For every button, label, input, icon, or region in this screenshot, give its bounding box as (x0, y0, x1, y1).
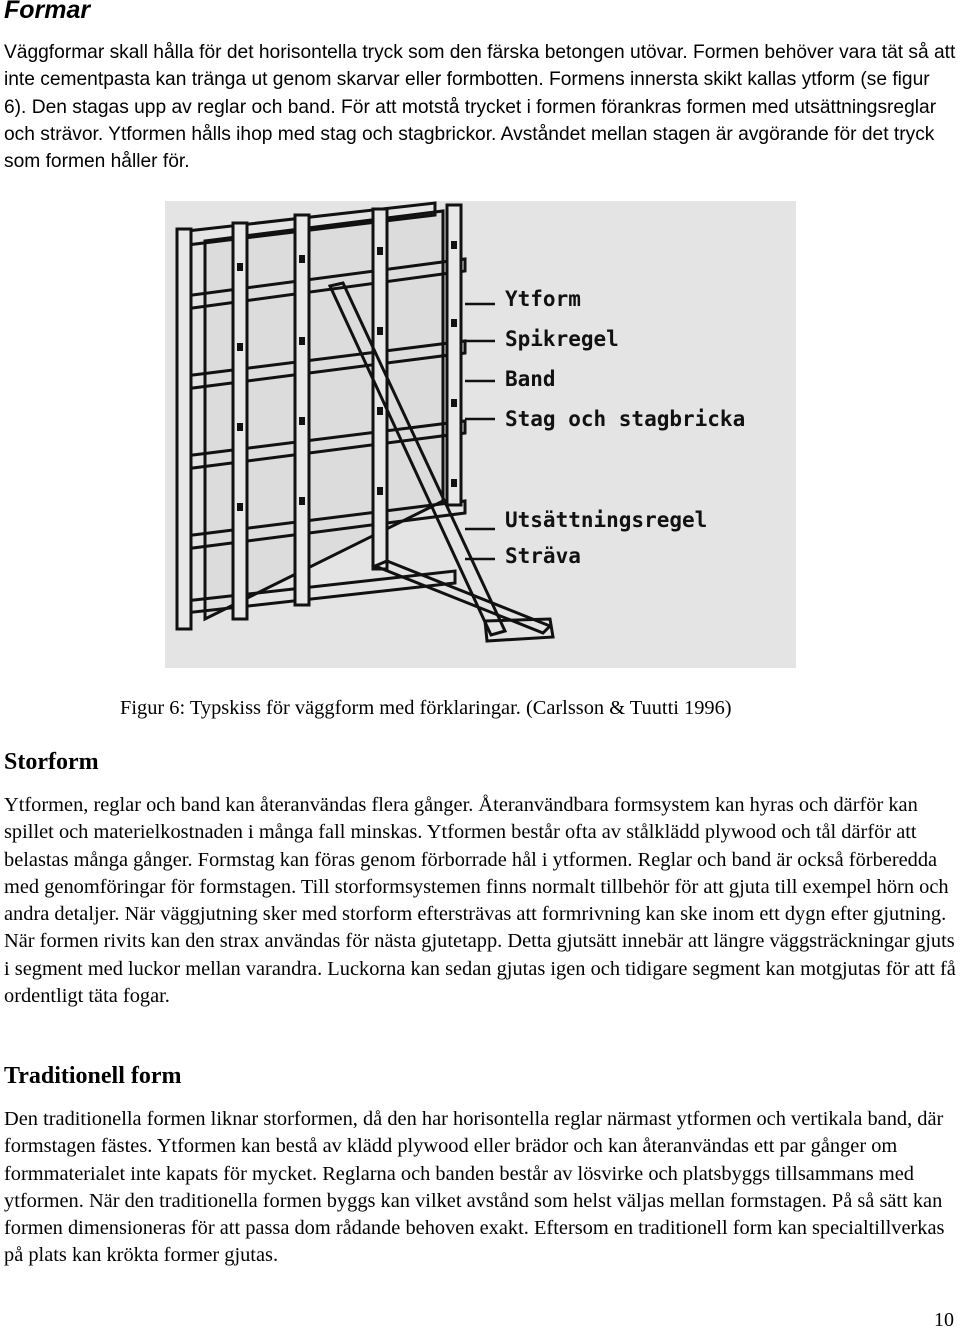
label-ytform: Ytform (505, 287, 581, 311)
section-heading-storform: Storform (4, 749, 99, 775)
section-heading-formar: Formar (4, 0, 91, 24)
label-strava: Sträva (505, 544, 581, 568)
section-heading-traditionell-form: Traditionell form (4, 1063, 182, 1089)
page-number: 10 (934, 1309, 954, 1331)
label-utsattningsregel: Utsättningsregel (505, 508, 708, 532)
label-spikregel: Spikregel (505, 327, 619, 351)
label-stag-och-stagbricka: Stag och stagbricka (505, 407, 746, 431)
figure-caption: Figur 6: Typskiss för väggform med förklaringar. (Carlsson & Tuutti 1996) (120, 697, 732, 719)
paragraph-storform: Ytformen, reglar och band kan återanvändas flera gånger. Återanvändbara formsystem kan hyras och därför kan spillet och materielkostnaden i många fall minskas. Ytformen består ofta av stålklädd plywood och tål därför att belastas många gånger. Formstag kan föras genom förborrade hål i ytformen. Reglar och band är också förberedda med genomföringar för formstagen. Till storformsystemen finns normalt tillbehör för att gjuta till exempel hörn och andra detaljer. När väggjutning sker med storform eftersträvas att formrivning kan ske inom ett dygn efter gjutning. När formen rivits kan den strax användas för nästa gjutetapp. Detta gjutsätt innebär att längre väggsträckningar gjuts i segment med luckor mellan varandra. Luckorna kan sedan gjutas igen och tidigare segment kan motgjutas för att få ordentligt täta fogar. (4, 794, 956, 1008)
label-band: Band (505, 367, 556, 391)
paragraph-formar: Väggformar skall hålla för det horisontella tryck som den färska betongen utövar. Formen behöver vara tät så att inte cementpasta kan tränga ut genom skarvar eller formbotten. Formens innersta skikt kallas ytform (se figur 6). Den stagas upp av reglar och band. För att motstå trycket i formen förankras formen med utsättningsreglar och strävor. Ytformen hålls ihop med stag och stagbrickor. Avståndet mellan stagen är avgörande för det tryck som formen håller för. (4, 42, 956, 173)
wall-formwork-sketch (165, 201, 796, 668)
figure-wall-formwork (165, 201, 796, 668)
paragraph-traditionell-form: Den traditionella formen liknar storformen, då den har horisontella reglar närmast ytformen och vertikala band, där formstagen fästes. Ytformen kan bestå av klädd plywood eller brädor och kan återanvändas ett par gånger om formmaterialet inte kapats för mycket. Reglarna och banden består av lösvirke och platsbyggs tillsammans med ytformen. När den traditionella formen byggs kan vilket avstånd som helst väljas mellan formstagen. På så sätt kan formen dimensioneras för att passa dom rådande behoven exakt. Eftersom en traditionell form kan specialtillverkas på plats kan krökta former gjutas. (4, 1108, 945, 1267)
